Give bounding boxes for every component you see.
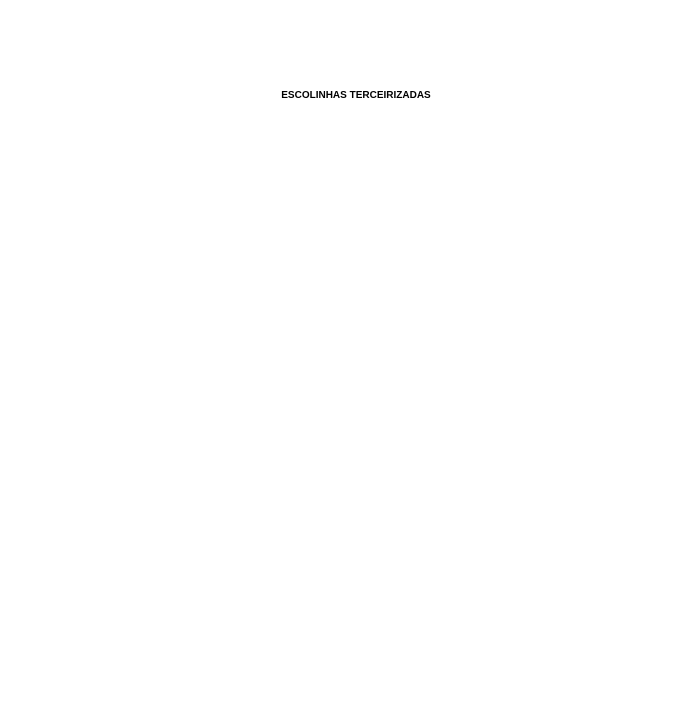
page-title: ESCOLINHAS TERCEIRIZADAS [281,90,431,101]
